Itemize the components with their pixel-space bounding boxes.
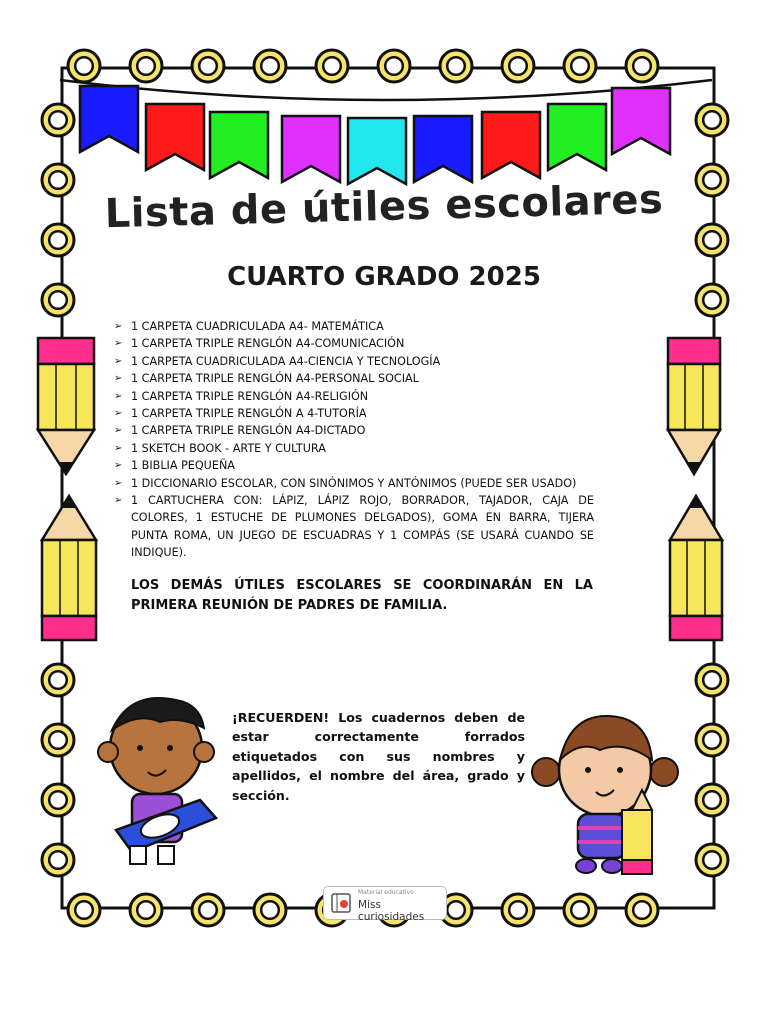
frame-swirl <box>564 894 596 926</box>
arrow-bullet-icon: ➢ <box>114 408 123 420</box>
frame-swirl <box>626 50 658 82</box>
supply-item-text: 1 CARPETA CUADRICULADA A4-CIENCIA Y TECNOLOGÍA <box>131 354 441 368</box>
bunting-flag <box>282 116 340 182</box>
frame-swirl <box>42 784 74 816</box>
arrow-bullet-icon: ➢ <box>114 355 123 367</box>
supply-item-text: 1 CARPETA TRIPLE RENGLÓN A4-DICTADO <box>131 424 366 438</box>
coordination-note: LOS DEMÁS ÚTILES ESCOLARES SE COORDINARÁN EN LA PRIMERA REUNIÓN DE PADRES DE FAMILIA. <box>131 578 593 613</box>
frame-swirl <box>696 844 728 876</box>
frame-swirl <box>696 664 728 696</box>
frame-swirl <box>42 104 74 136</box>
bunting-flag <box>210 112 268 178</box>
supply-item <box>114 318 594 335</box>
frame-swirl <box>192 894 224 926</box>
frame-swirl <box>696 784 728 816</box>
arrow-bullet-icon: ➢ <box>114 321 123 332</box>
arrow-bullet-icon: ➢ <box>114 460 123 472</box>
arrow-bullet-icon: ➢ <box>114 373 123 385</box>
pencil-icon <box>42 494 96 640</box>
arrow-bullet-icon: ➢ <box>114 338 123 350</box>
frame-swirl <box>696 224 728 256</box>
supply-item <box>114 370 594 387</box>
frame-swirl <box>502 50 534 82</box>
supply-item-text: 1 CARTUCHERA CON: LÁPIZ, LÁPIZ ROJO, BORRADOR, TAJADOR, CAJA DE COLORES, 1 ESTUCHE DE PLUMONES DELGADOS), GOMA EN BARRA, TIJERA PUNTA ROMA, UN JUEGO DE ESCUADRAS Y 1 COMPÁS (SE USARÁ CUANDO SE INDIQUE). <box>131 494 594 560</box>
frame-swirl <box>254 50 286 82</box>
frame-swirl <box>42 724 74 756</box>
frame-swirl <box>42 844 74 876</box>
bunting-flag <box>348 118 406 184</box>
supply-item-text: 1 CARPETA TRIPLE RENGLÓN A4-RELIGIÓN <box>131 389 369 403</box>
frame-swirl <box>42 164 74 196</box>
grade-subtitle: CUARTO GRADO 2025 <box>227 262 541 292</box>
arrow-bullet-icon: ➢ <box>114 495 123 507</box>
frame-swirl <box>564 50 596 82</box>
arrow-bullet-icon: ➢ <box>114 390 123 402</box>
arrow-bullet-icon: ➢ <box>114 477 123 489</box>
frame-swirl <box>440 50 472 82</box>
supply-item <box>114 405 594 422</box>
frame-swirl <box>696 724 728 756</box>
supply-item-text: 1 CARPETA TRIPLE RENGLÓN A4-COMUNICACIÓN <box>131 337 405 351</box>
bunting-flag <box>548 104 606 170</box>
supply-item <box>114 457 594 474</box>
supply-item-text: 1 BIBLIA PEQUEÑA <box>131 459 235 473</box>
brand-logo <box>323 886 447 923</box>
notebook-icon <box>330 892 352 914</box>
arrow-bullet-icon: ➢ <box>114 442 123 454</box>
boy-illustration <box>98 698 216 864</box>
bunting-flag <box>482 112 540 178</box>
supply-item <box>114 388 594 405</box>
supply-item-text: 1 DICCIONARIO ESCOLAR, CON SINÓNIMOS Y ANTÓNIMOS (PUEDE SER USADO) <box>131 476 577 490</box>
supply-list <box>114 318 594 562</box>
frame-swirl <box>68 50 100 82</box>
supply-item-text: 1 CARPETA TRIPLE RENGLÓN A 4-TUTORÍA <box>131 407 367 421</box>
frame-swirl <box>626 894 658 926</box>
supply-item-text: 1 SKETCH BOOK - ARTE Y CULTURA <box>131 441 326 455</box>
frame-swirl <box>378 50 410 82</box>
bunting-flag <box>414 116 472 182</box>
bunting-flag <box>612 88 670 154</box>
bunting-flag <box>146 104 204 170</box>
supply-item <box>114 335 594 352</box>
page-title: Lista de útiles escolares <box>104 176 664 238</box>
frame-swirl <box>696 104 728 136</box>
frame-swirl <box>130 50 162 82</box>
frame-swirl <box>192 50 224 82</box>
supply-item <box>114 422 594 439</box>
girl-illustration <box>532 716 678 874</box>
supply-item <box>114 353 594 370</box>
frame-swirl <box>254 894 286 926</box>
frame-swirl <box>316 50 348 82</box>
supply-item <box>114 492 594 562</box>
pencil-icon <box>38 338 94 476</box>
supply-item-text: 1 CARPETA CUADRICULADA A4- MATEMÁTICA <box>131 320 384 333</box>
frame-swirl <box>68 894 100 926</box>
frame-swirl <box>42 664 74 696</box>
brand-tagline: Material educativo <box>358 889 414 896</box>
arrow-bullet-icon: ➢ <box>114 425 123 437</box>
supply-item-text: 1 CARPETA TRIPLE RENGLÓN A4-PERSONAL SOCIAL <box>131 372 419 386</box>
frame-swirl <box>130 894 162 926</box>
reminder-text: ¡RECUERDEN! Los cuadernos deben de estar correctamente forrados etiquetados con sus nombres y apellidos, el nombre del área, grado y sección. <box>232 710 525 803</box>
bunting-flag <box>80 86 138 152</box>
frame-swirl <box>502 894 534 926</box>
brand-name: Miss curiosidades <box>358 899 425 923</box>
supply-item <box>114 440 594 457</box>
pencil-icon <box>668 338 720 476</box>
supply-item <box>114 475 594 492</box>
